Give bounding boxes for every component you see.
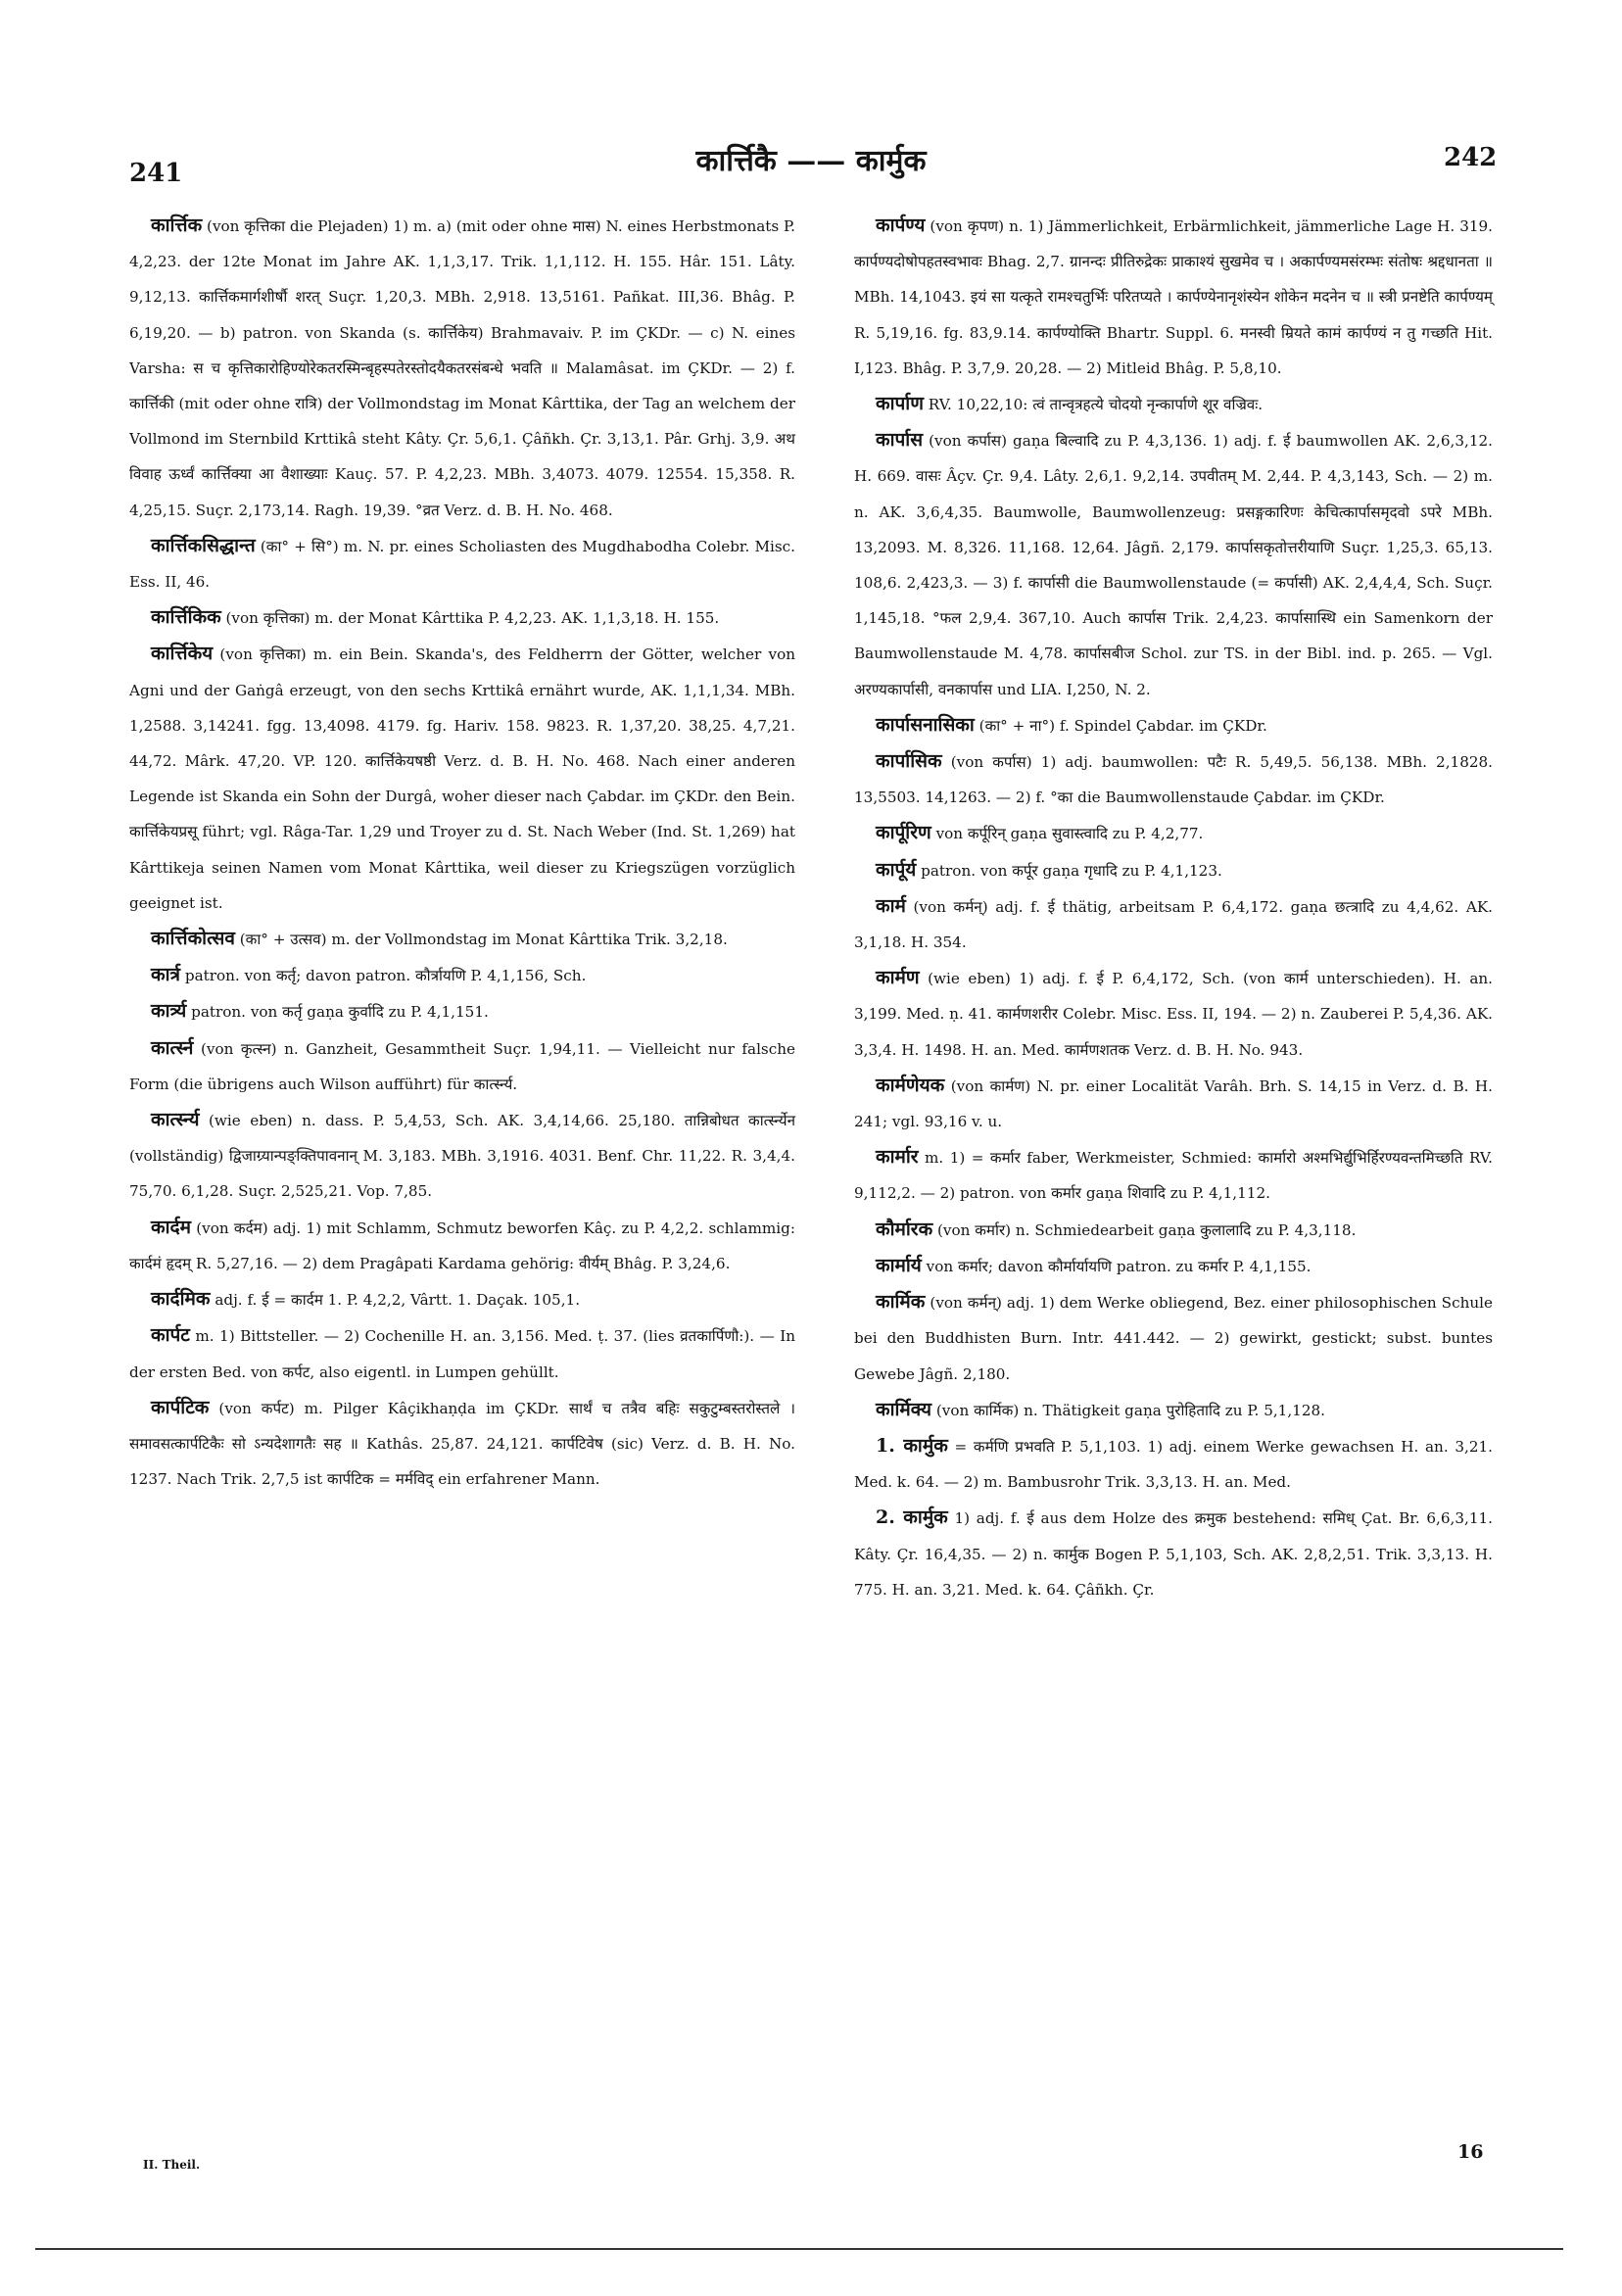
entry-text: (von कृत्तिका) m. der Monat Kârttika P. 4,2,23. AK. 1,1,3,18. H. 155. [225, 609, 720, 628]
entry-text: (von कार्मिक) n. Thätigkeit gaṇa पुरोहितादि zu P. 5,1,128. [935, 1401, 1325, 1419]
entry-text: patron. von कर्तृ gaṇa कुर्वादि zu P. 4,1,151. [191, 1003, 489, 1022]
dictionary-entry [854, 1428, 1493, 1500]
entry-headword: कार्पासनासिका [876, 713, 975, 736]
dictionary-entry [129, 636, 795, 921]
dictionary-entry [854, 422, 1493, 707]
entry-headword: कार्मिक्य [876, 1398, 931, 1420]
entry-headword: कार्पूरिण [876, 822, 931, 844]
dictionary-entry [854, 743, 1493, 815]
left-column [129, 208, 795, 1497]
entry-text: (wie eben) 1) adj. f. ई P. 6,4,172, Sch. (von कार्म unterschieden). H. an. 3,199. Med. ṇ. 41. कार्मणशरीर Colebr. Misc. Ess. II, 194. — 2) n. Zauberei P. 5,4,36. AK. 3,3,4. H. 1498. H. an. Med. कार्मणशतक Verz. d. B. H. No. 943. [854, 970, 1493, 1059]
dictionary-entry [854, 852, 1493, 888]
entry-text: (von कर्मन्) adj. 1) dem Werke obliegend, Bez. einer philosophischen Schule bei den Buddhisten Burn. Intr. 441.442. — 2) gewirkt, gestickt; subst. buntes Gewebe Jâgñ. 2,180. [854, 1294, 1494, 1383]
entry-text: = कर्मणि प्रभवति P. 5,1,103. 1) adj. einem Werke gewachsen H. an. 3,21. Med. k. 64. — 2) m. Bambusrohr Trik. 3,3,13. H. an. Med. [854, 1437, 1494, 1492]
dictionary-entry [129, 1390, 795, 1498]
entry-headword: कार्पास [876, 429, 924, 452]
entry-headword: कार्त्स्न [151, 1036, 194, 1059]
entry-headword: कार्त्स्न्य [151, 1109, 200, 1131]
entry-headword: कार्पटिक [151, 1396, 210, 1418]
dictionary-entry [129, 1030, 795, 1102]
entry-headword: कार्त्तिकिक [151, 606, 221, 629]
dictionary-entry [854, 1500, 1493, 1607]
entry-text: (von कृत्तिका) m. ein Bein. Skanda's, des Feldherrn der Götter, welcher von Agni und der Gaṅgâ erzeugt, von den sechs Krttikâ ernährt wurde, AK. 1,1,1,34. MBh. 1,2588. 3,14241. fgg. 13,4098. 4179. fg. Hariv. 158. 9823. R. 1,37,20. 38,25. 4,7,21. 44,72. Mârk. 47,20. VP. 120. कार्त्तिकेयषष्ठी Verz. d. B. H. No. 468. Nach einer anderen Legende ist Skanda ein Sohn der Durgâ, woher dieser nach Çabdar. im ÇKDr. den Bein. कार्त्तिकेयप्रसू führt; vgl. Râga-Tar. 1,29 und Troyer zu d. St. Nach Weber (Ind. St. 1,269) hat Kârttikeja seinen Namen vom Monat Kârttika, weil dieser zu Kriegszügen vorzüglich geeignet ist. [129, 646, 796, 912]
dictionary-entry [854, 888, 1493, 960]
dictionary-entry [129, 208, 795, 528]
entry-headword: कार्त्तिक [151, 215, 203, 236]
entry-text: (von कर्मार) n. Schmiedearbeit gaṇa कुलालादि zu P. 4,3,118. [937, 1220, 1357, 1239]
bottom-rule [35, 2248, 1563, 2250]
page-number-left: 241 [129, 159, 183, 188]
entry-headword: कार्मण [876, 967, 920, 989]
dictionary-entry [854, 1212, 1493, 1248]
dictionary-entry [129, 1317, 795, 1389]
entry-text: (von कृत्तिका die Plejaden) 1) m. a) (mit oder ohne मास) N. eines Herbstmonats P. 4,2,23. der 12te Monat im Jahre AK. 1,1,3,17. Trik. 1,1,112. H. 155. Hâr. 151. Lâty. 9,12,13. कार्त्तिकमार्गशीर्षौ शरत् Suçr. 1,20,3. MBh. 2,918. 13,5161. Pañkat. III,36. Bhâg. P. 6,19,20. — b) patron. von Skanda (s. कार्त्तिकेय) Brahmavaiv. P. im ÇKDr. — c) N. eines Varsha: स च कृत्तिकारोहिण्योरेकतरस्मिन्बृहस्पतेरस्तोदयैकतरसंबन्धे भवति ॥ Malamâsat. im ÇKDr. — 2) f. कार्त्तिकी (mit oder ohne रात्रि) der Vollmondstag im Monat Kârttika, der Tag an welchem der Vollmond im Sternbild Krttikâ steht Kâty. Çr. 5,6,1. Çâñkh. Çr. 3,13,1. Pâr. Grhj. 3,9. अथ विवाह ऊर्ध्वं कार्त्तिक्या आ वैशाख्याः Kauç. 57. P. 4,2,23. MBh. 3,4073. 4079. 12554. 15,358. R. 4,25,15. Suçr. 2,173,14. Ragh. 19,39. °व्रत Verz. d. B. H. No. 468. [129, 217, 796, 519]
entry-text: m. 1) = कर्मार faber, Werkmeister, Schmied: कार्मारो अश्मभिर्द्युभिर्हिरण्यवन्तमिच्छति RV. 9,112,2. — 2) patron. von कर्मार gaṇa शिवादि zu P. 4,1,112. [854, 1149, 1493, 1203]
signature-mark: 16 [1457, 2141, 1484, 2163]
entry-headword: कार्म [876, 894, 906, 917]
entry-text: von कर्मार; davon कौर्मार्यायणि patron. zu कर्मार P. 4,1,155. [926, 1257, 1312, 1275]
running-title: कार्त्तिकै —— कार्मुक [695, 144, 927, 178]
dictionary-entry [129, 921, 795, 957]
entry-headword: कौर्मारक [876, 1218, 933, 1240]
entry-headword: कार्मार्य [876, 1254, 922, 1276]
entry-headword: कार्पट [151, 1324, 190, 1347]
dictionary-entry [854, 208, 1493, 386]
entry-headword: कार्त्तिकोत्सव [151, 928, 235, 950]
entry-text: (von कृपण) n. 1) Jämmerlichkeit, Erbärmlichkeit, jämmerliche Lage H. 319. कार्पण्यदोषोपहतस्वभावः Bhag. 2,7. ग्रानन्दः प्रीतिरुद्रेकः प्राकाश्यं सुखमेव च । अकार्पण्यमसंरम्भः संतोषः श्रद्दधानता ॥ MBh. 14,1043. इयं सा यत्कृते रामश्चतुर्भिः परितप्यते । कार्पण्येनानृशंस्येन शोकेन मदनेन च ॥ स्त्री प्रनष्टेति कार्पण्यम् R. 5,19,16. fg. 83,9.14. कार्पण्योक्ति Bhartr. Suppl. 6. मनस्वी म्रियते कामं कार्पण्यं न तु गच्छति Hit. I,123. Bhâg. P. 3,7,9. 20,28. — 2) Mitleid Bhâg. P. 5,8,10. [854, 217, 1494, 377]
dictionary-entry [854, 707, 1493, 743]
dictionary-entry [129, 993, 795, 1029]
entry-text: (का° + सि°) m. N. pr. eines Scholiasten des Mugdhabodha Colebr. Misc. Ess. II, 46. [129, 537, 796, 592]
entry-text: RV. 10,22,10: त्वं तान्वृत्रहत्ये चोदयो नृन्कार्पाणे शूर वज्रिवः. [928, 396, 1264, 414]
dictionary-entry [129, 1102, 795, 1210]
entry-headword: कार्त्र्य [151, 1000, 187, 1023]
entry-headword: 1. कार्मुक [876, 1434, 948, 1457]
entry-text: (von कृत्स्न) n. Ganzheit, Gesammtheit Suçr. 1,94,11. — Vielleicht nur falsche Form (die übrigens auch Wilson aufführt) für कार्त्स्न्य. [129, 1039, 795, 1093]
entry-headword: कार्मार [876, 1146, 919, 1169]
entry-text: patron. von कर्तृ; davon patron. कौर्त्रायणि P. 4,1,156, Sch. [184, 967, 587, 985]
entry-text: (von कर्पास) 1) adj. baumwollen: पटैः R. 5,49,5. 56,138. MBh. 2,1828. 13,5503. 14,1263. — 2) f. °का die Baumwollenstaude Çabdar. im ÇKDr. [854, 753, 1494, 807]
dictionary-entry [854, 960, 1493, 1068]
entry-text: (von कर्पास) gaṇa बिल्वादि zu P. 4,3,136. 1) adj. f. ई baumwollen AK. 2,6,3,12. H. 669. वासः Âçv. Çr. 9,4. Lâty. 2,6,1. 9,2,14. उपवीतम् M. 2,44. P. 4,3,143, Sch. — 2) m. n. AK. 3,6,4,35. Baumwolle, Baumwollenzeug: प्रसङ्गकारिणः केचित्कार्पासमृदवो ऽपरे MBh. 13,2093. M. 8,326. 11,168. 12,64. Jâgñ. 2,179. कार्पासकृतोत्तरीयाणि Suçr. 1,25,3. 65,13. 108,6. 2,423,3. — 3) f. कार्पासी die Baumwollenstaude (= कर्पासी) AK. 2,4,4,4, Sch. Suçr. 1,145,18. °फल 2,9,4. 367,10. Auch कार्पास Trik. 2,4,23. कार्पासास्थि ein Samenkorn der Baumwollenstaude M. 4,78. कार्पासबीज Schol. zur TS. in der Bibl. ind. p. 265. — Vgl. अरण्यकार्पासी, वनकार्पास und LIA. I,250, N. 2. [854, 432, 1494, 698]
entry-text: (wie eben) n. dass. P. 5,4,53, Sch. AK. 3,4,14,66. 25,180. तान्निबोधत कार्त्स्न्येन (vollständig) द्विजाग्र्यान्पङ्क्तिपावनान् M. 3,183. MBh. 3,1916. 4031. Benf. Chr. 11,22. R. 3,4,4. 75,70. 6,1,28. Suçr. 2,525,21. Vop. 7,85. [129, 1112, 796, 1201]
volume-folio: II. Theil. [143, 2158, 201, 2172]
entry-headword: कार्पूर्य [876, 858, 917, 881]
dictionary-entry [854, 815, 1493, 851]
dictionary-entry [129, 528, 795, 599]
entry-headword: कार्पाण [876, 393, 924, 415]
entry-headword: कार्त्र [151, 964, 181, 986]
dictionary-entry [854, 1139, 1493, 1211]
entry-text: von कर्पूरिन् gaṇa सुवास्त्वादि zu P. 4,2,77. [935, 825, 1204, 843]
dictionary-entry [854, 1392, 1493, 1428]
entry-headword: 2. कार्मुक [876, 1507, 948, 1529]
entry-text: patron. von कर्पूर gaṇa गृधादि zu P. 4,1,123. [921, 861, 1222, 880]
dictionary-entry [129, 1210, 795, 1281]
entry-text: m. 1) Bittsteller. — 2) Cochenille H. an. 3,156. Med. ṭ. 37. (lies व्रतकार्पिणौ:). — In der ersten Bed. von कर्पट, also eigentl. in Lumpen gehüllt. [129, 1327, 796, 1381]
entry-headword: कार्पण्य [876, 215, 926, 236]
dictionary-entry [854, 1068, 1493, 1139]
entry-headword: कार्मिक [876, 1291, 926, 1314]
right-column [854, 208, 1493, 1607]
dictionary-entry [129, 957, 795, 993]
dictionary-entry [129, 1281, 795, 1317]
entry-text: (von कर्मन्) adj. f. ई thätig, arbeitsam P. 6,4,172. gaṇa छत्त्रादि zu 4,4,62. AK. 3,1,18. H. 354. [854, 897, 1493, 952]
entry-headword: कार्दम [151, 1216, 191, 1238]
entry-text: (von कर्दम) adj. 1) mit Schlamm, Schmutz beworfen Kâç. zu P. 4,2,2. schlammig: कार्दमं हृदम् R. 5,27,16. — 2) dem Pragâpati Kardama gehörig: वीर्यम् Bhâg. P. 3,24,6. [129, 1219, 795, 1272]
entry-headword: कार्पासिक [876, 750, 942, 773]
entry-headword: कार्मणेयक [876, 1074, 945, 1096]
page-header [0, 139, 1622, 188]
entry-text: (von कार्मण) N. pr. einer Localität Varâh. Brh. S. 14,15 in Verz. d. B. H. 241; vgl. 93,16 v. u. [854, 1076, 1493, 1131]
entry-text: (का° + ना°) f. Spindel Çabdar. im ÇKDr. [978, 716, 1267, 735]
dictionary-entry [854, 1248, 1493, 1284]
entry-text: adj. f. ई = कार्दम 1. P. 4,2,2, Vârtt. 1. Daçak. 105,1. [215, 1291, 581, 1310]
dictionary-entry [854, 1284, 1493, 1392]
entry-headword: कार्त्तिकसिद्धान्त [151, 534, 256, 556]
entry-headword: कार्दमिक [151, 1288, 211, 1311]
entry-headword: कार्त्तिकेय [151, 643, 214, 665]
dictionary-entry [129, 599, 795, 636]
dictionary-entry [854, 386, 1493, 422]
page-number-right: 242 [1444, 143, 1498, 172]
entry-text: 1) adj. f. ई aus dem Holze des क्रमुक bestehend: समिध् Çat. Br. 6,6,3,11. Kâty. Çr. 16,4,35. — 2) n. कार्मुक Bogen P. 5,1,103, Sch. AK. 2,8,2,51. Trik. 3,3,13. H. 775. H. an. 3,21. Med. k. 64. Çâñkh. Çr. [854, 1509, 1494, 1599]
entry-text: (von कर्पट) m. Pilger Kâçikhaṇḍa im ÇKDr. सार्थं च तत्रैव बहिः सकुटुम्बस्तरोस्तले । समावसत्कार्पटिकैः सो ऽन्यदेशागतैः सह ॥ Kathâs. 25,87. 24,121. कार्पटिवेष (sic) Verz. d. B. H. No. 1237. Nach Trik. 2,7,5 ist कार्पटिक = मर्मविद् ein erfahrener Mann. [129, 1399, 796, 1489]
entry-text: (का° + उत्सव) m. der Vollmondstag im Monat Kârttika Trik. 3,2,18. [239, 931, 728, 949]
